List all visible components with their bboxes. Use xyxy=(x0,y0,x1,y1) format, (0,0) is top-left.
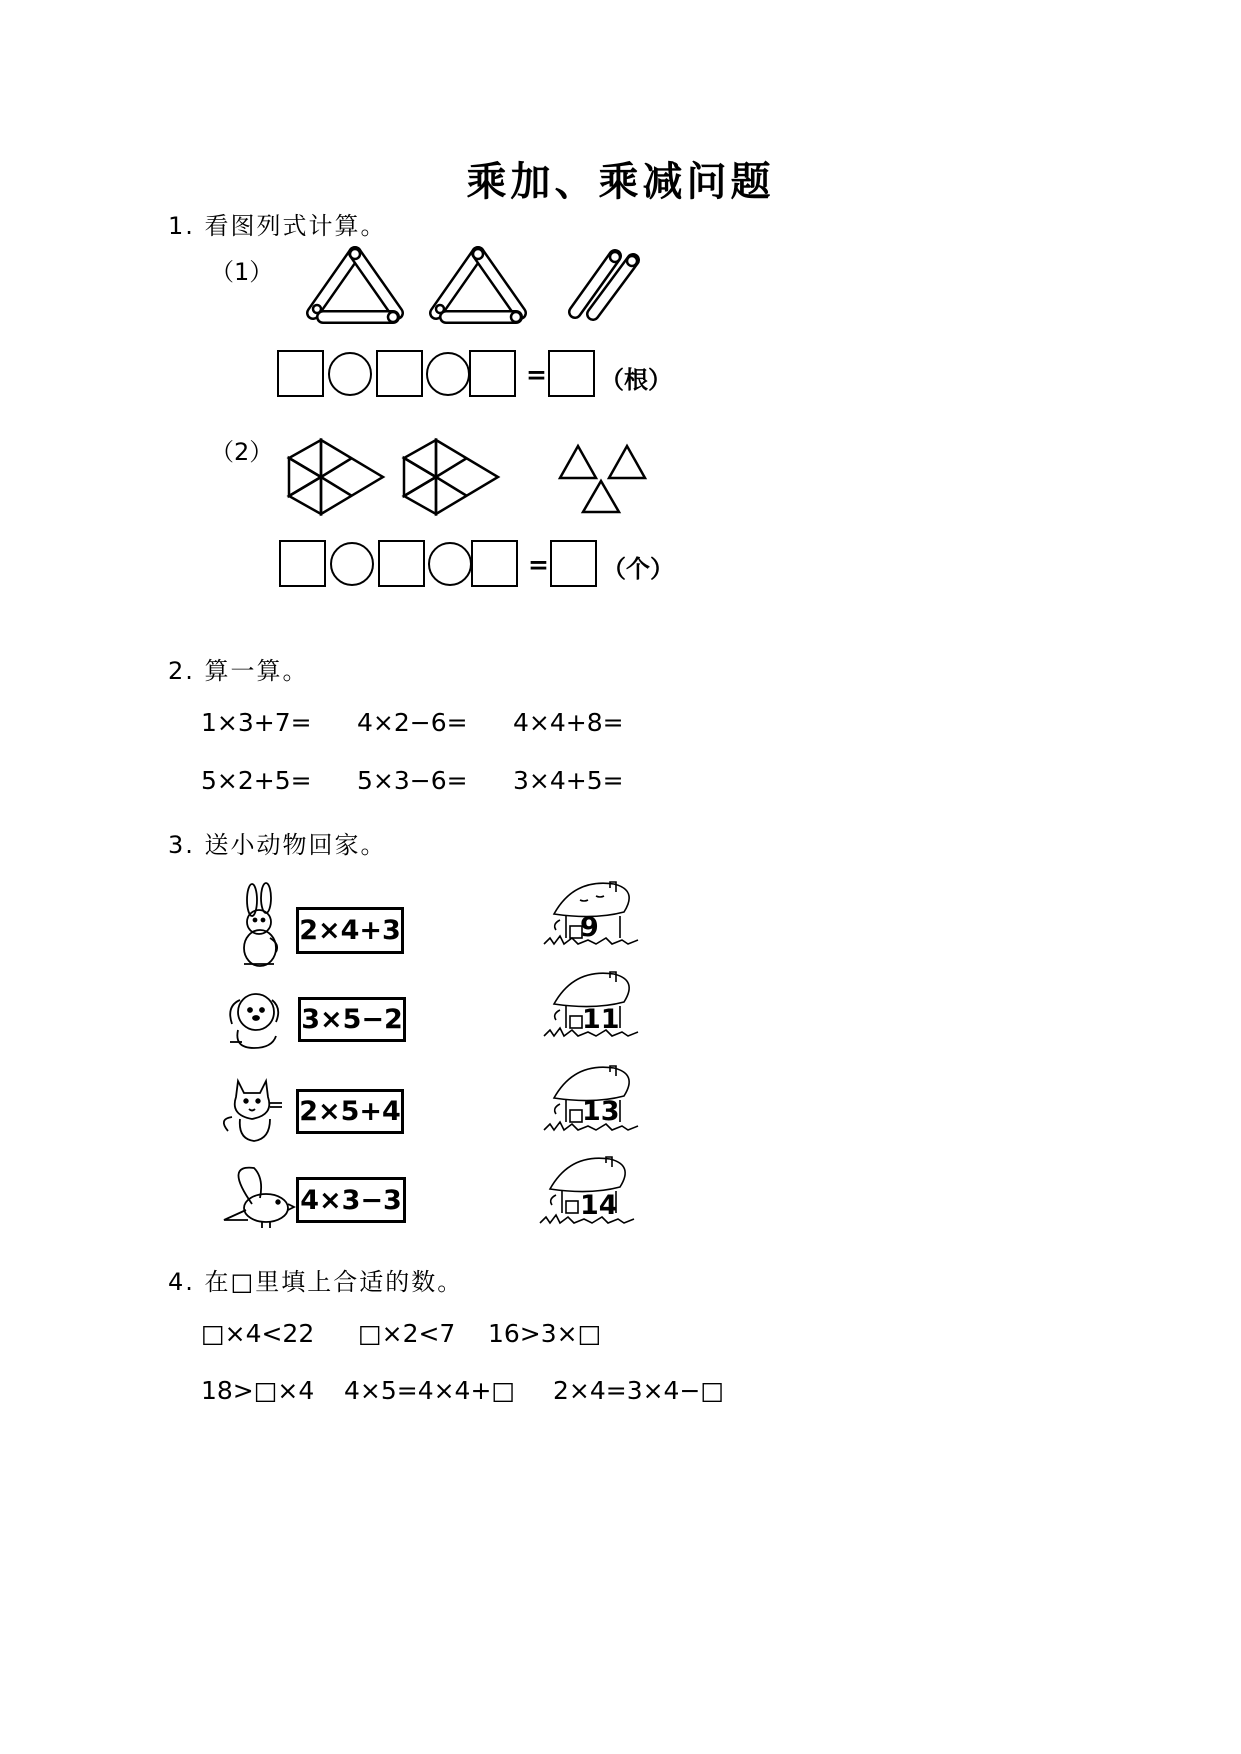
question-1-part-2-label: （2） xyxy=(210,438,274,466)
calc-item: 1×3+7= xyxy=(201,708,312,737)
calc-item: 4×4+8= xyxy=(513,708,624,737)
answer-box-3[interactable] xyxy=(469,350,516,397)
matchstick-triangle-2-icon xyxy=(428,245,528,325)
house-number-2: 11 xyxy=(582,1004,620,1035)
answer-box-1[interactable] xyxy=(277,350,324,397)
expression-card-3[interactable]: 2×5+4 xyxy=(296,1089,404,1134)
equals-sign: = xyxy=(526,360,547,389)
question-1-part-1-label: （1） xyxy=(210,258,274,286)
matchstick-triangle-1-icon xyxy=(305,245,405,325)
cat-icon xyxy=(216,1073,288,1145)
question-4-label: 4. 在□里填上合适的数。 xyxy=(168,1268,464,1296)
house-number-4: 14 xyxy=(580,1190,618,1221)
triangle-group-2-icon xyxy=(400,438,500,516)
calc-item: 5×3−6= xyxy=(357,766,468,795)
fill-in-item[interactable]: 16>3×□ xyxy=(488,1319,602,1348)
expression-card-2[interactable]: 3×5−2 xyxy=(298,997,406,1042)
calc-item: 3×4+5= xyxy=(513,766,624,795)
fill-in-item[interactable]: 2×4=3×4−□ xyxy=(553,1376,725,1405)
operator-circle-2[interactable] xyxy=(426,352,470,396)
rabbit-icon xyxy=(232,882,288,968)
expression-card-4[interactable]: 4×3−3 xyxy=(296,1177,406,1223)
calc-item: 4×2−6= xyxy=(357,708,468,737)
operator-circle-3[interactable] xyxy=(330,542,374,586)
matchstick-pair-icon xyxy=(565,250,645,320)
triangle-group-1-icon xyxy=(285,438,385,516)
expression-card-1[interactable]: 2×4+3 xyxy=(296,907,404,954)
fill-in-item[interactable]: 18>□×4 xyxy=(201,1376,315,1405)
result-box[interactable] xyxy=(548,350,595,397)
unit-label: （根） xyxy=(600,366,672,394)
house-number-3: 13 xyxy=(582,1096,620,1127)
unit-label-2: （个） xyxy=(602,555,674,583)
operator-circle-1[interactable] xyxy=(328,352,372,396)
question-1-label: 1. 看图列式计算。 xyxy=(168,212,387,240)
three-triangles-icon xyxy=(557,442,649,516)
fill-in-item[interactable]: □×4<22 xyxy=(201,1319,315,1348)
equals-sign-2: = xyxy=(528,550,549,579)
puppy-icon xyxy=(220,990,292,1052)
result-box-2[interactable] xyxy=(550,540,597,587)
house-number-1: 9 xyxy=(580,912,599,943)
question-2-label: 2. 算一算。 xyxy=(168,657,309,685)
question-3-label: 3. 送小动物回家。 xyxy=(168,831,387,859)
fill-in-item[interactable]: □×2<7 xyxy=(358,1319,456,1348)
answer-box-5[interactable] xyxy=(378,540,425,587)
fill-in-item[interactable]: 4×5=4×4+□ xyxy=(344,1376,516,1405)
bird-icon xyxy=(218,1164,294,1230)
calc-item: 5×2+5= xyxy=(201,766,312,795)
answer-box-4[interactable] xyxy=(279,540,326,587)
page-title: 乘加、乘减问题 xyxy=(466,158,775,205)
answer-box-6[interactable] xyxy=(471,540,518,587)
answer-box-2[interactable] xyxy=(376,350,423,397)
operator-circle-4[interactable] xyxy=(428,542,472,586)
